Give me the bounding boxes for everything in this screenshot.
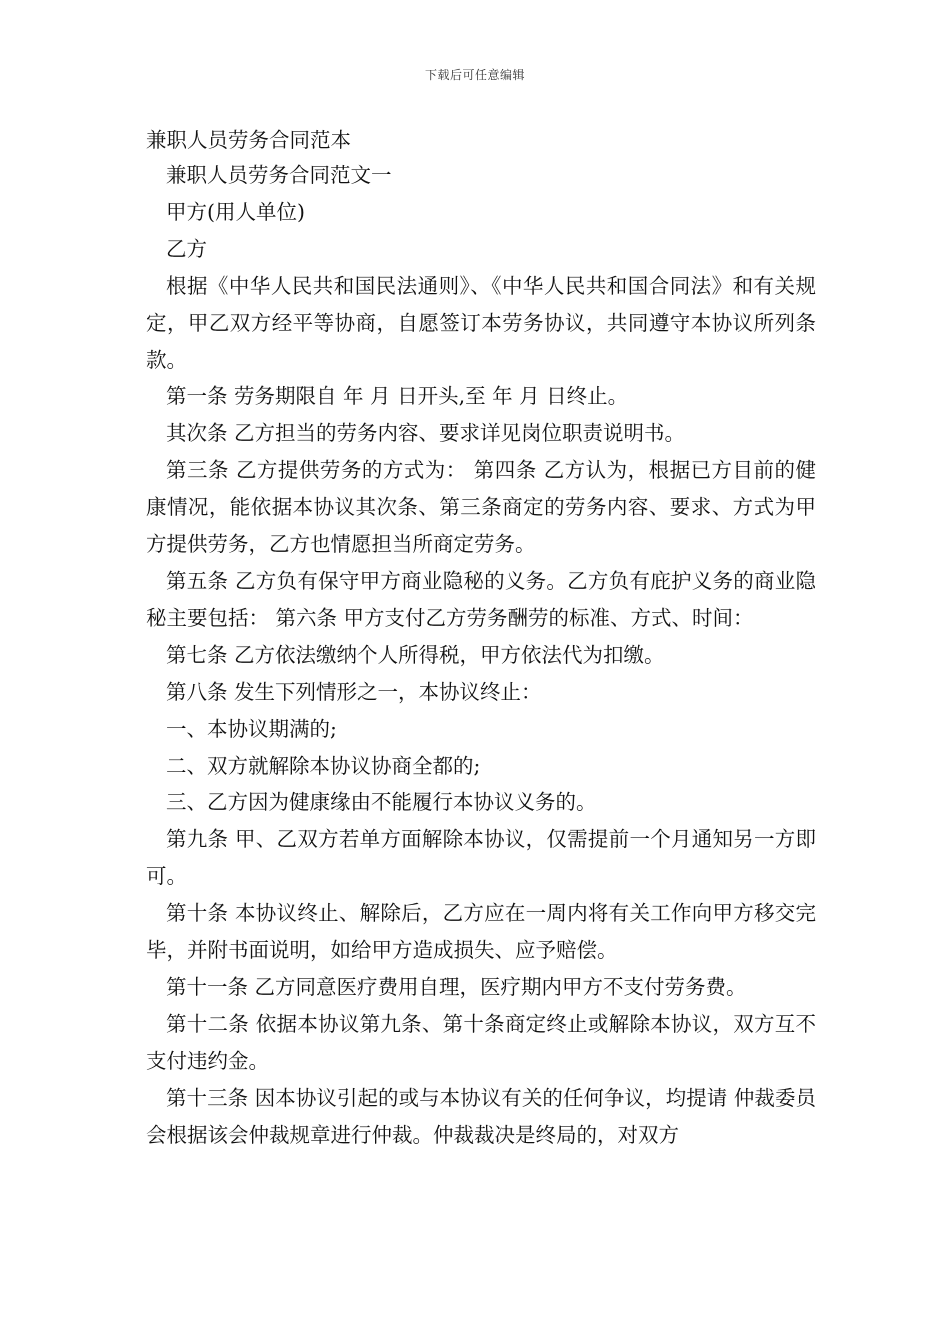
paragraph-item-3: 三、乙方因为健康缘由不能履行本协议义务的。 <box>166 790 597 815</box>
paragraph-article-11: 第十一条 乙方同意医疗费用自理，医疗期内甲方不支付劳务费。 <box>166 974 747 999</box>
page-header: 下载后可任意编辑 <box>424 68 525 82</box>
document-title: 兼职人员劳务合同范本 <box>146 128 351 152</box>
paragraph-article-7: 第七条 乙方依法缴纳个人所得税，甲方依法代为扣缴。 <box>166 642 665 667</box>
paragraph-party-a: 甲方(用人单位) <box>166 199 305 224</box>
paragraph-preamble: 根据《中华人民共和国民法通则》、《中华人民共和国合同法》和有关规定，甲乙双方经平等协商，自愿签订本劳务协议，共同遵守本协议所列条款。 <box>146 273 816 372</box>
paragraph-item-1: 一、本协议期满的; <box>166 716 337 741</box>
paragraph-article-10: 第十条 本协议终止、解除后，乙方应在一周内将有关工作向甲方移交完毕，并附书面说明，如给甲方造成损失、应予赔偿。 <box>146 901 816 963</box>
paragraph-article-12: 第十二条 依据本协议第九条、第十条商定终止或解除本协议，双方互不支付违约金。 <box>146 1011 816 1073</box>
paragraph-subtitle: 兼职人员劳务合同范文一 <box>166 163 392 187</box>
paragraph-article-9: 第九条 甲、乙双方若单方面解除本协议，仅需提前一个月通知另一方即可。 <box>146 827 816 889</box>
paragraph-article-1: 第一条 劳务期限自 年 月 日开头,至 年 月 日终止。 <box>166 384 629 409</box>
paragraph-article-3-4: 第三条 乙方提供劳务的方式为： 第四条 乙方认为，根据已方目前的健康情况，能依据本协议其次条、第三条商定的劳务内容、要求、方式为甲方提供劳务，乙方也情愿担当所商定劳务。 <box>146 458 816 557</box>
paragraph-article-13: 第十三条 因本协议引起的或与本协议有关的任何争议，均提请 仲裁委员会根据该会仲裁规章进行仲裁。仲裁裁决是终局的，对双方 <box>146 1085 816 1147</box>
paragraph-article-2: 其次条 乙方担当的劳务内容、要求详见岗位职责说明书。 <box>166 421 686 446</box>
paragraph-item-2: 二、双方就解除本协议协商全都的; <box>166 753 481 778</box>
paragraph-party-b: 乙方 <box>166 236 207 261</box>
paragraph-article-8: 第八条 发生下列情形之一，本协议终止： <box>166 679 542 704</box>
document-body <box>146 157 816 1153</box>
paragraph-article-5-6: 第五条 乙方负有保守甲方商业隐秘的义务。乙方负有庇护义务的商业隐秘主要包括： 第六条 甲方支付乙方劳务酬劳的标准、方式、时间： <box>146 568 816 630</box>
